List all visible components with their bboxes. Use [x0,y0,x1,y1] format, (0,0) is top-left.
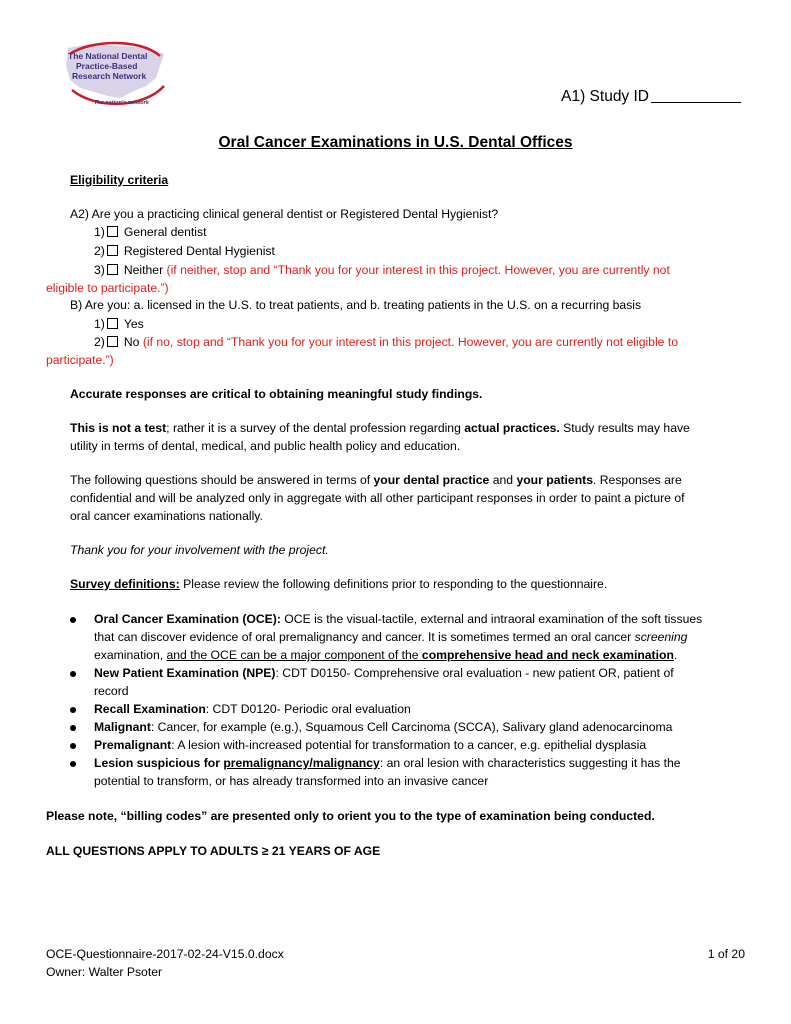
def-npe-line2: record [94,684,129,698]
footer-page-number: 1 of 20 [707,947,745,961]
network-logo [60,36,175,116]
age-requirement-note: ALL QUESTIONS APPLY TO ADULTS ≥ 21 YEARS OF AGE [46,844,381,858]
a2-option-3[interactable] [94,262,670,278]
a2-option-3-note: (if neither, stop and “Thank you for your interest in this project. However, you are currently not [166,263,670,277]
following-text-3: . Responses are [592,473,682,487]
def-npe-term: New Patient Examination (NPE) [94,666,276,680]
b-option-1-number: 1) [94,317,105,331]
def-oce-head-neck: comprehensive head and neck examination [421,648,674,662]
footer-filename: OCE-Questionnaire-2017-02-24-V15.0.docx [46,947,284,961]
a2-option-2-label: Registered Dental Hygienist [123,244,275,258]
actual-practices-bold: actual practices. [464,421,560,435]
def-oce-term: Oral Cancer Examination (OCE): [94,612,281,626]
your-dental-practice-bold: your dental practice [373,473,490,487]
not-test-paragraph-line1 [70,420,690,436]
a2-option-2-number: 2) [94,244,105,258]
def-lesion-line2: potential to transform, or has already transformed into an invasive cancer [94,774,489,788]
a2-option-3-checkbox[interactable] [107,264,118,275]
bullet-icon [70,707,76,713]
def-lesion-term: Lesion suspicious for [94,756,224,770]
def-oce-text-3: examination, [94,648,167,662]
a2-option-1-label: General dentist [123,225,207,239]
b-option-1-label: Yes [123,317,144,331]
a2-option-2-checkbox[interactable] [107,245,118,256]
def-recall-text: : CDT D0120- Periodic oral evaluation [205,702,411,716]
question-a2: A2) Are you a practicing clinical general dentist or Registered Dental Hygienist? [70,207,499,221]
logo-line-2: Practice-Based [76,61,138,71]
study-id-label: A1) Study ID [561,88,649,105]
def-oce-text-1: OCE is the visual-tactile, external and intraoral examination of the soft tissues [280,612,703,626]
following-paragraph-line3: oral cancer examinations nationally. [70,509,263,523]
accurate-responses-note: Accurate responses are critical to obtaining meaningful study findings. [70,387,483,401]
b-option-2-number: 2) [94,335,105,349]
def-npe-line1 [94,665,674,681]
following-paragraph-line2: confidential and will be analyzed only in aggregate with all other participant responses in order to paint a picture of [70,491,685,505]
following-text-2: and [489,473,517,487]
a2-option-3-note-cont: eligible to participate.”) [46,281,169,295]
b-option-2-note-cont: participate.”) [46,353,114,367]
study-id-field[interactable] [561,88,741,106]
def-oce-period: . [673,648,678,662]
bullet-icon [70,725,76,731]
def-lesion-text: : an oral lesion with characteristics suggesting it has the [379,756,681,770]
not-test-text-2: Study results may have [559,421,690,435]
def-lesion-term-underlined: premalignancy/malignancy [223,756,380,770]
def-recall [94,701,411,717]
def-premalignant-text: : A lesion with-increased potential for transformation to a cancer, e.g. epithelial dysplasia [171,738,647,752]
logo-line-1: The National Dental [68,51,148,61]
def-recall-term: Recall Examination [94,702,206,716]
b-option-2-checkbox[interactable] [107,336,118,347]
bullet-icon [70,671,76,677]
logo-tagline: The nation's network [94,100,149,106]
document-title: Oral Cancer Examinations in U.S. Dental Offices [218,134,573,151]
bullet-icon [70,761,76,767]
footer-owner: Owner: Walter Psoter [46,965,163,979]
bullet-icon [70,617,76,623]
logo-line-3: Research Network [72,71,147,81]
def-malignant-term: Malignant [94,720,151,734]
a2-option-3-label: Neither [123,263,164,277]
survey-definitions-heading: Survey definitions: [70,577,180,591]
bullet-icon [70,743,76,749]
study-id-blank[interactable] [651,88,741,103]
your-patients-bold: your patients [516,473,593,487]
billing-codes-note: Please note, “billing codes” are presented only to orient you to the type of examination being conducted. [46,809,655,823]
survey-definitions-text: Please review the following definitions prior to responding to the questionnaire. [179,577,608,591]
thank-you-note: Thank you for your involvement with the project. [70,543,329,557]
eligibility-heading: Eligibility criteria [70,173,169,187]
b-option-1[interactable] [94,316,144,332]
def-malignant [94,719,672,735]
def-oce-line2 [94,629,687,645]
def-lesion-line1 [94,755,681,771]
question-b: B) Are you: a. licensed in the U.S. to treat patients, and b. treating patients in the U.S. on a recurring basis [70,298,642,312]
def-oce-line3 [94,647,677,663]
a2-option-1-checkbox[interactable] [107,226,118,237]
def-oce-text-2: that can discover evidence of oral premalignancy and cancer. It is sometimes termed an oral cancer [94,630,635,644]
a2-option-1[interactable] [94,224,207,240]
def-oce-screening: screening [634,630,688,644]
a2-option-3-number: 3) [94,263,105,277]
a2-option-2[interactable] [94,243,275,259]
b-option-2-label: No [123,335,140,349]
b-option-2-note: (if no, stop and “Thank you for your interest in this project. However, you are currently not eligible to [142,335,678,349]
b-option-1-checkbox[interactable] [107,318,118,329]
def-premalignant [94,737,646,753]
survey-definitions-intro [70,576,607,592]
not-test-text: ; rather it is a survey of the dental profession regarding [166,421,465,435]
b-option-2[interactable] [94,334,678,350]
def-oce-underlined: and the OCE can be a major component of the [166,648,422,662]
following-text-1: The following questions should be answered in terms of [70,473,374,487]
def-npe-text: : CDT D0150- Comprehensive oral evaluation - new patient OR, patient of [275,666,674,680]
a2-option-1-number: 1) [94,225,105,239]
not-test-paragraph-line2: utility in terms of dental, medical, and public health policy and education. [70,439,461,453]
def-oce-line1 [94,611,702,627]
following-paragraph-line1 [70,472,682,488]
def-premalignant-term: Premalignant [94,738,172,752]
def-malignant-text: : Cancer, for example (e.g.), Squamous Cell Carcinoma (SCCA), Salivary gland adenocarcinoma [150,720,673,734]
not-test-bold: This is not a test [70,421,167,435]
